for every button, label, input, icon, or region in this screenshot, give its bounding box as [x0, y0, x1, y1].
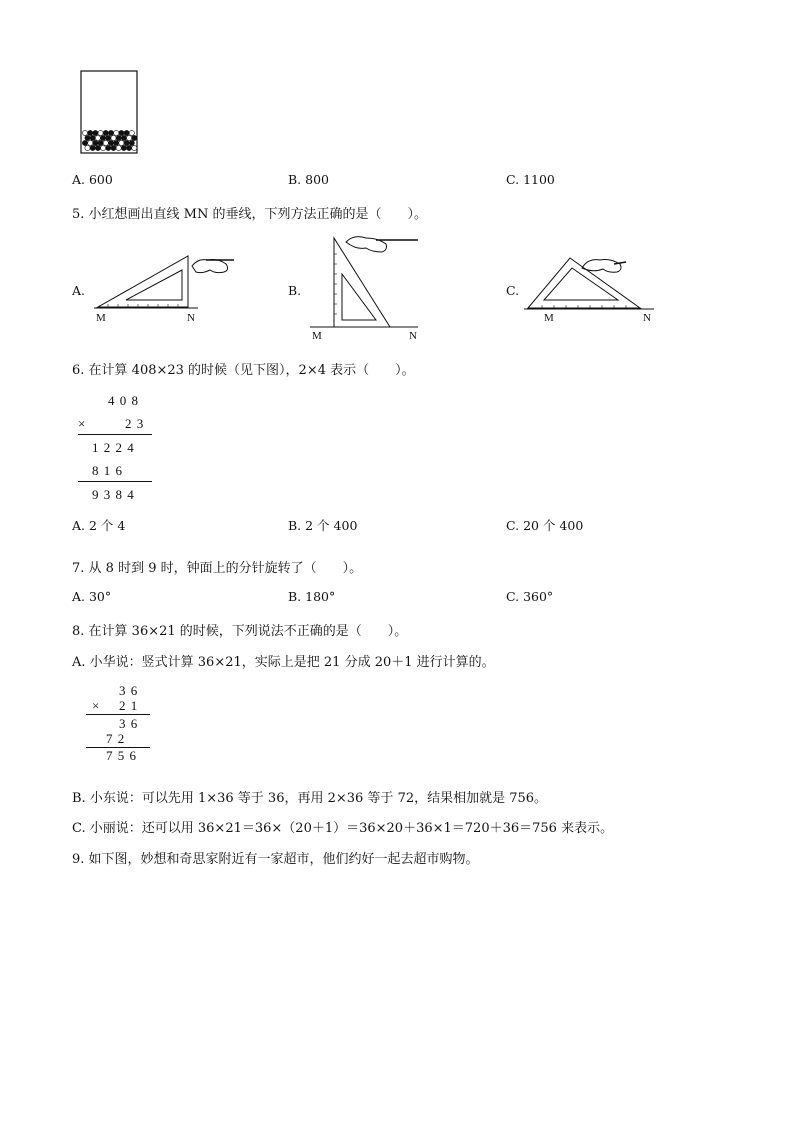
- bead: [85, 145, 90, 150]
- bead: [111, 145, 116, 150]
- bead: [127, 145, 132, 150]
- q6-multiplier: 2 3: [125, 416, 145, 431]
- bead: [101, 135, 106, 140]
- bead: [111, 135, 116, 140]
- q6-multiplicand: 4 0 8: [108, 393, 139, 408]
- bead: [106, 135, 111, 140]
- bead: [82, 140, 87, 145]
- q5-option-a[interactable]: A.: [72, 283, 86, 298]
- figure-c-triangle-ruler: [522, 252, 662, 318]
- bead: [95, 135, 100, 140]
- q6-option-c[interactable]: C. 20 个 400: [506, 518, 584, 533]
- bead: [90, 145, 95, 150]
- bead: [114, 130, 119, 135]
- q8-partial-1: 3 6: [119, 716, 139, 731]
- q6-rule-2: [78, 481, 152, 482]
- q6-option-a[interactable]: A. 2 个 4: [72, 518, 126, 533]
- q6-stem: 6. 在计算 408×23 的时候（见下图），2×4 表示（ ）。: [72, 363, 415, 378]
- bead: [116, 135, 121, 140]
- q5-stem: 5. 小红想画出直线 MN 的垂线，下列方法正确的是（ ）。: [72, 207, 427, 222]
- bead: [121, 145, 126, 150]
- q7-stem: 7. 从 8 时到 9 时，钟面上的分针旋转了（ ）。: [72, 561, 363, 576]
- bead: [98, 140, 103, 145]
- bead: [101, 145, 106, 150]
- q8-rule-1: [86, 714, 150, 715]
- bead: [132, 135, 137, 140]
- bead: [114, 140, 119, 145]
- bead: [121, 135, 126, 140]
- q8-stem: 8. 在计算 36×21 的时候，下列说法不正确的是（ ）。: [72, 624, 408, 639]
- q6-partial-2: 8 1 6: [92, 463, 123, 478]
- bead: [119, 130, 124, 135]
- bead: [116, 145, 121, 150]
- bead: [124, 130, 129, 135]
- q8-option-b[interactable]: B. 小东说：可以先用 1×36 等于 36，再用 2×36 等于 72，结果相加就是 756。: [72, 791, 548, 806]
- figure-a-label-m: M: [96, 312, 106, 324]
- q4-option-a[interactable]: A. 600: [72, 172, 113, 187]
- bead: [106, 145, 111, 150]
- figure-b-label-n: N: [409, 330, 417, 342]
- q8-option-c[interactable]: C. 小丽说：还可以用 36×21＝36×（20＋1）＝36×20＋36×1＝720＋36＝756 来表示。: [72, 821, 614, 836]
- q5-option-b[interactable]: B.: [288, 283, 302, 298]
- bead: [82, 130, 87, 135]
- bead: [98, 130, 103, 135]
- bead: [108, 140, 113, 145]
- q4-option-b[interactable]: B. 800: [288, 172, 329, 187]
- bead: [119, 140, 124, 145]
- figure-b-label-m: M: [312, 330, 322, 342]
- figure-c-label-n: N: [643, 312, 651, 324]
- q6-option-b[interactable]: B. 2 个 400: [288, 518, 358, 533]
- bead: [93, 130, 98, 135]
- bead: [124, 140, 129, 145]
- q8-multiplier: 2 1: [119, 698, 139, 713]
- figure-b-triangle-ruler: [306, 234, 426, 336]
- q8-times-sign: ×: [92, 698, 100, 713]
- q8-product: 7 5 6: [106, 748, 137, 763]
- q6-rule-1: [78, 434, 152, 435]
- q9-stem: 9. 如下图，妙想和奇思家附近有一家超市，他们约好一起去超市购物。: [72, 852, 479, 867]
- q8-option-a[interactable]: A. 小华说：竖式计算 36×21，实际上是把 21 分成 20＋1 进行计算的。: [72, 655, 495, 670]
- q7-option-c[interactable]: C. 360°: [506, 589, 554, 604]
- q5-option-c[interactable]: C.: [506, 283, 520, 298]
- q7-option-b[interactable]: B. 180°: [288, 589, 336, 604]
- bead: [127, 135, 132, 140]
- q6-partial-1: 1 2 2 4: [92, 440, 135, 455]
- bead: [93, 140, 98, 145]
- figure-c-label-m: M: [544, 312, 554, 324]
- q8-multiplicand: 3 6: [119, 683, 139, 698]
- figure-a-triangle-ruler: [88, 252, 248, 318]
- container-figure: [80, 70, 140, 160]
- q4-option-c[interactable]: C. 1100: [506, 172, 555, 187]
- bead: [129, 140, 134, 145]
- bead: [129, 130, 134, 135]
- q6-times-sign: ×: [78, 416, 86, 431]
- bead: [108, 130, 113, 135]
- bead: [103, 130, 108, 135]
- bead: [85, 135, 90, 140]
- bead: [95, 145, 100, 150]
- bead: [132, 145, 137, 150]
- figure-a-label-n: N: [187, 312, 195, 324]
- bead: [88, 130, 93, 135]
- q7-option-a[interactable]: A. 30°: [72, 589, 112, 604]
- bead: [103, 140, 108, 145]
- bead: [90, 135, 95, 140]
- bead: [88, 140, 93, 145]
- q8-partial-2: 7 2: [106, 731, 126, 746]
- q6-product: 9 3 8 4: [92, 487, 135, 502]
